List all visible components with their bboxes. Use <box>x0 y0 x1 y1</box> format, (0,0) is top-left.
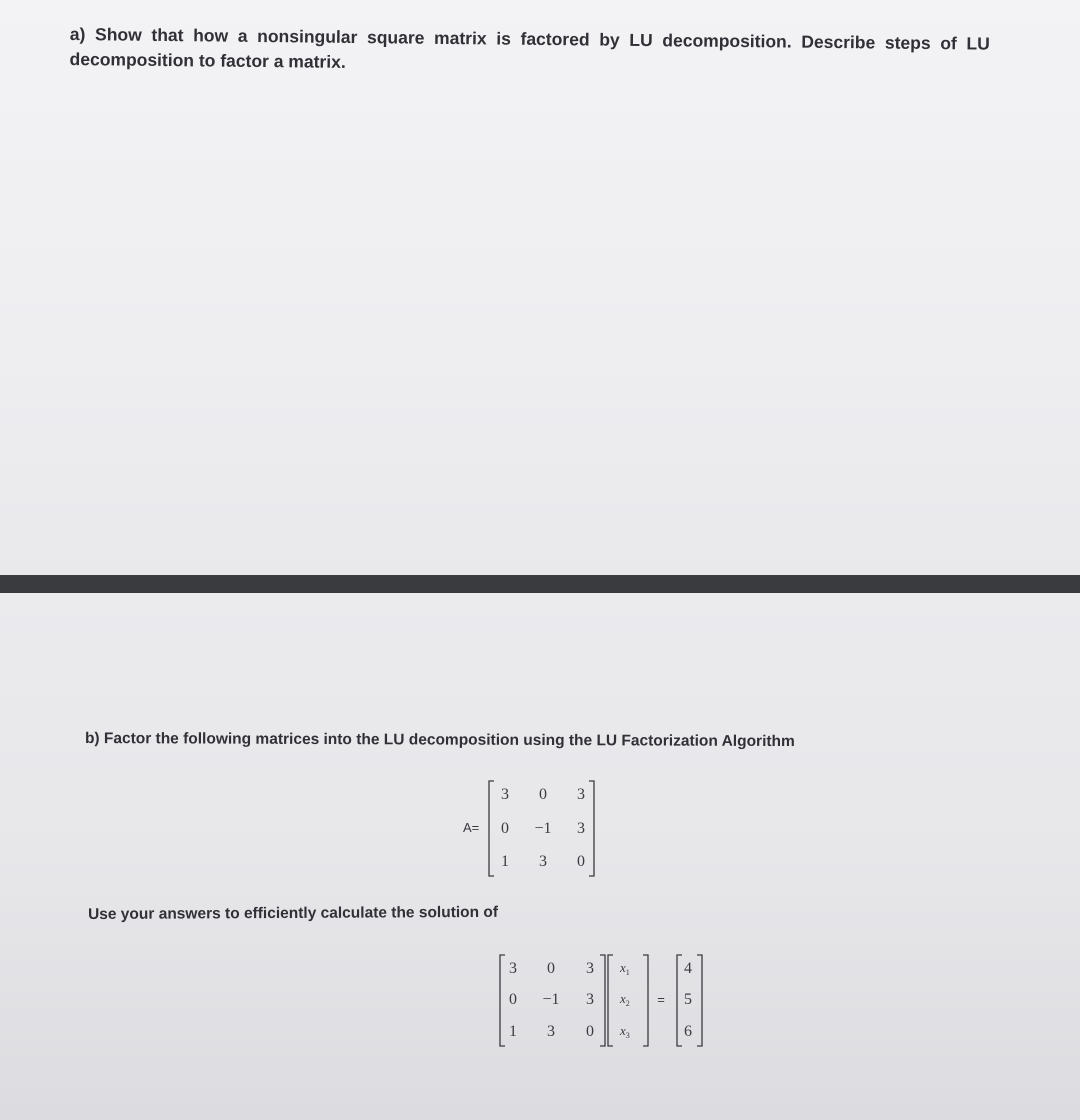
matrix-a-cell: 3 <box>577 786 585 803</box>
system-matrix-cells <box>509 960 594 1040</box>
use-answers-text: Use your answers to efficiently calculate the solution of <box>88 903 499 923</box>
matrix-a-cell: 0 <box>539 786 547 803</box>
vector-x-left-bracket <box>608 955 613 1046</box>
system-matrix-cell: 3 <box>547 1023 555 1040</box>
matrix-a-cell: 3 <box>501 786 509 803</box>
vector-x-entry: x3 <box>620 1023 630 1040</box>
matrix-a-cell: 0 <box>501 820 509 837</box>
vector-b-entry: 5 <box>684 991 692 1008</box>
matrix-a-cell: −1 <box>534 820 552 837</box>
system-matrix-cell: 3 <box>586 960 594 977</box>
system-matrix-cell: 1 <box>509 1023 517 1040</box>
matrix-a-label: A= <box>463 820 480 835</box>
question-a-line1: a) Show that how a nonsingular square matrix is factored by LU decomposition. Describe steps of LU <box>69 23 990 54</box>
system-matrix-cell: 0 <box>586 1023 594 1040</box>
matrix-a-cells <box>501 786 585 870</box>
system-matrix-cell: 3 <box>509 960 517 977</box>
matrix-a-left-bracket <box>489 781 494 876</box>
vector-x-right-bracket <box>643 955 648 1046</box>
vector-b-entry: 6 <box>684 1023 692 1040</box>
system-matrix-cell: 0 <box>509 991 517 1008</box>
vector-b-right-bracket <box>697 955 702 1046</box>
vector-x-cells <box>619 960 630 1040</box>
system-matrix-right-bracket <box>600 955 605 1046</box>
vector-x-entry: x1 <box>620 960 630 977</box>
system-matrix-cell: −1 <box>542 991 560 1008</box>
matrix-a-cell: 0 <box>577 853 585 870</box>
matrix-a-cell: 3 <box>539 853 547 870</box>
system-matrix-cell: 3 <box>586 991 594 1008</box>
question-b: b) Factor the following matrices into the LU decomposition using the LU Factorization Algorithm <box>84 730 795 751</box>
vector-b-entry: 4 <box>684 960 692 977</box>
system-matrix-cell: 0 <box>547 960 555 977</box>
question-a-line2: decomposition to factor a matrix. <box>69 48 346 72</box>
matrix-a-cell: 1 <box>501 853 509 870</box>
matrix-a-right-bracket <box>589 781 594 876</box>
vector-b-left-bracket <box>677 955 682 1046</box>
equals-sign: = <box>657 992 665 1007</box>
vector-x-entry: x2 <box>620 991 630 1008</box>
vector-b-cells <box>684 960 692 1040</box>
system-matrix-left-bracket <box>500 955 505 1046</box>
matrix-a-cell: 3 <box>577 820 585 837</box>
